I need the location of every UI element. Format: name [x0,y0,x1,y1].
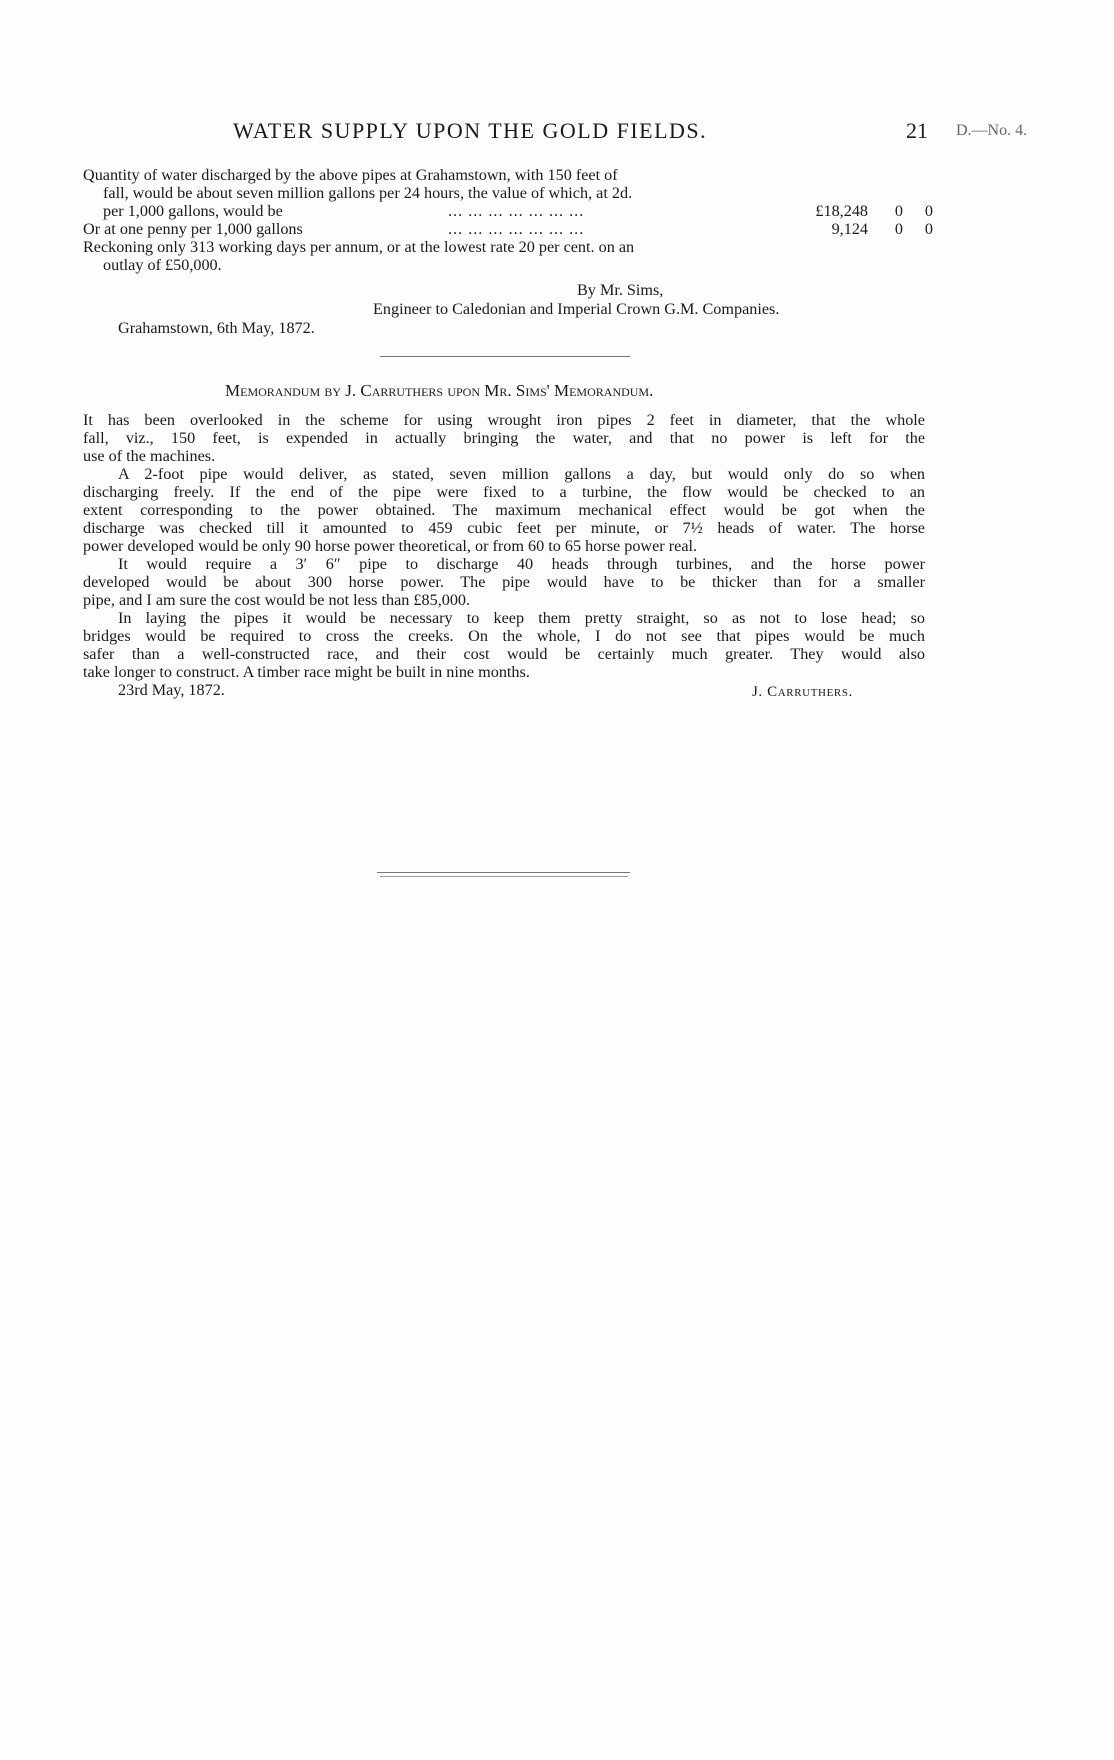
memo-paragraph-1 [83,411,925,465]
end-rule-top [377,872,630,873]
value-row-penny [83,220,933,238]
sims-engineer-title [373,300,779,318]
value-pence: 0 [924,202,933,220]
byline-text: By Mr. Sims, [577,281,664,299]
sims-byline [577,281,663,299]
engineer-text: Engineer to Caledonian and Imperial Crown G.M. Companies. [373,300,780,318]
page-number: 21 [906,118,928,143]
value-shillings: 0 [894,220,903,238]
memo-line: It would require a 3′ 6″ pipe to discharge 40 heads through turbines, and the horse power [118,555,925,573]
memo-paragraph-3 [83,555,925,609]
memo-line: A 2-foot pipe would deliver, as stated, seven million gallons a day, but would only do so when [118,465,925,483]
page-header [0,118,1114,148]
memo-heading: Memorandum by J. Carruthers upon Mr. Sims' Memorandum. [225,381,654,400]
value-row-label: Or at one penny per 1,000 gallons [83,220,303,238]
sims-memo-line: outlay of £50,000. [103,256,222,274]
sims-place-date [118,319,315,337]
memo-line: discharge was checked till it amounted to 459 cubic feet per minute, or 7½ heads of water. The horse [83,519,925,537]
sims-memo-line: Reckoning only 313 working days per annum, or at the lowest rate 20 per cent. on an [83,238,635,256]
memo-line: use of the machines. [83,447,216,465]
sims-memo-line: Quantity of water discharged by the above pipes at Grahamstown, with 150 feet of [83,166,618,184]
value-row-twopence [83,202,933,220]
value-shillings: 0 [894,202,903,220]
sims-memo [83,166,933,274]
value-amount: £18,248 [815,202,868,220]
memo-line: In laying the pipes it would be necessary to keep them pretty straight, so as not to lose head; so [118,609,925,627]
memo-signature: J. Carruthers. [752,684,853,700]
value-amount: 9,124 [831,220,868,238]
end-rule-bottom [380,876,628,877]
memo-line: pipe, and I am sure the cost would be not less than £85,000. [83,591,471,609]
sims-memo-line: fall, would be about seven million gallons per 24 hours, the value of which, at 2d. [103,184,633,202]
dot-leader: ... ... ... ... ... ... ... [448,220,585,238]
memo-paragraph-2 [83,465,925,555]
memo-line: power developed would be only 90 horse power theoretical, or from 60 to 65 horse power real. [83,537,698,555]
document-reference: D.—No. 4. [956,122,1028,139]
memo-line: bridges would be required to cross the creeks. On the whole, I do not see that pipes would be much [83,627,925,645]
memo-line: extent corresponding to the power obtained. The maximum mechanical effect would be got when the [83,501,925,519]
memo-line: It has been overlooked in the scheme for using wrought iron pipes 2 feet in diameter, that the whole [83,411,925,429]
memo-paragraph-4 [83,609,925,681]
page-title: WATER SUPPLY UPON THE GOLD FIELDS. [233,118,708,143]
place-date-text: Grahamstown, 6th May, 1872. [118,319,315,337]
memo-line: discharging freely. If the end of the pipe were fixed to a turbine, the flow would be checked to an [83,483,925,501]
dot-leader: ... ... ... ... ... ... ... [448,202,585,220]
value-row-label: per 1,000 gallons, would be [103,202,283,220]
memo-line: take longer to construct. A timber race might be built in nine months. [83,663,530,681]
memo-date: 23rd May, 1872. [118,681,225,699]
memo-line: safer than a well-constructed race, and their cost would be certainly much greater. They would also [83,645,925,663]
section-divider [380,356,630,357]
memo-line: fall, viz., 150 feet, is expended in actually bringing the water, and that no power is left for the [83,429,925,447]
memo-line: developed would be about 300 horse power. The pipe would have to be thicker than for a smaller [83,573,925,591]
value-pence: 0 [924,220,933,238]
